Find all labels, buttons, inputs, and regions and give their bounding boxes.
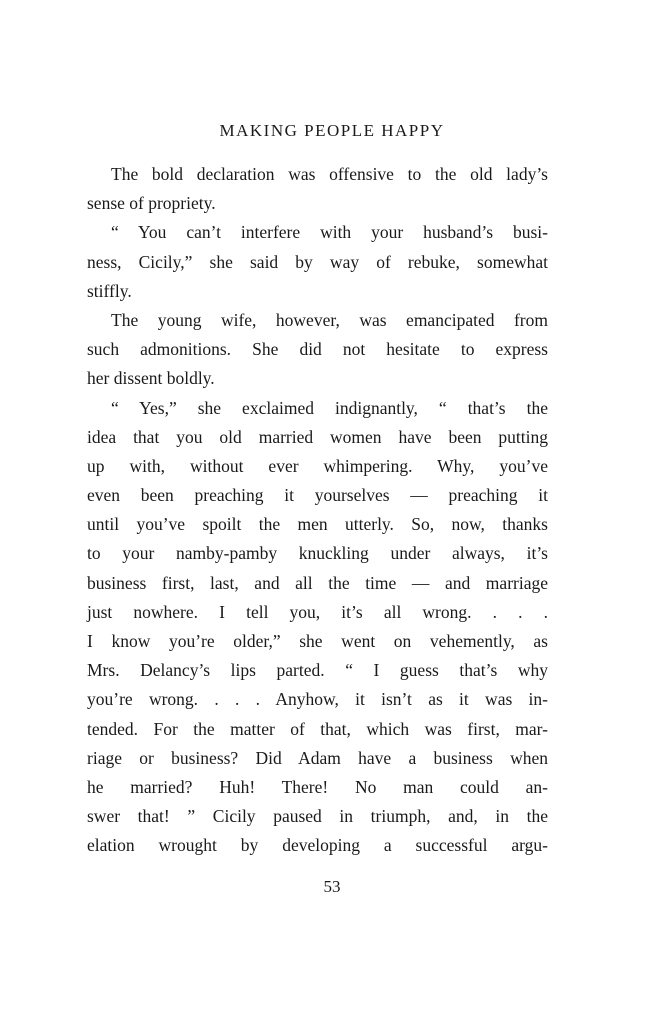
text-line: The young wife, however, was emancipated from [111, 309, 548, 330]
running-head: MAKING PEOPLE HAPPY [219, 121, 445, 140]
text-line: he married? Huh! There! No man could an- [87, 776, 548, 797]
text-line: until you’ve spoilt the men utterly. So, now, thanks [87, 514, 548, 535]
text-line: idea that you old married women have been putting [87, 426, 548, 447]
text-line: stiffly. [87, 280, 132, 301]
text-line: to your namby-pamby knuckling under always, it’s [87, 543, 548, 564]
page-number: 53 [323, 877, 341, 896]
text-line: business first, last, and all the time — and marriage [87, 572, 548, 593]
text-line: I know you’re older,” she went on vehemently, as [87, 631, 548, 651]
text-line: you’re wrong. . . . Anyhow, it isn’t as it was in- [87, 689, 548, 710]
text-line: tended. For the matter of that, which was first, mar- [87, 718, 548, 739]
text-line: “ You can’t interfere with your husband’s busi- [111, 222, 548, 243]
body-text [87, 160, 548, 861]
text-line: Mrs. Delancy’s lips parted. “ I guess that’s why [87, 660, 548, 681]
text-line: sense of propriety. [87, 193, 216, 214]
text-line: The bold declaration was offensive to the old lady’s [111, 164, 548, 184]
text-line: swer that! ” Cicily paused in triumph, and, in the [87, 806, 548, 827]
text-line: elation wrought by developing a successful argu- [87, 835, 548, 856]
text-line: even been preaching it yourselves — preaching it [87, 485, 548, 506]
text-line: just nowhere. I tell you, it’s all wrong. . . . [87, 601, 548, 622]
text-line: such admonitions. She did not hesitate to express [87, 339, 548, 360]
text-line: up with, without ever whimpering. Why, you’ve [87, 455, 548, 476]
text-line: ness, Cicily,” she said by way of rebuke, somewhat [87, 251, 548, 272]
text-line: “ Yes,” she exclaimed indignantly, “ that’s the [111, 397, 548, 418]
text-line: riage or business? Did Adam have a business when [87, 747, 548, 768]
text-line: her dissent boldly. [87, 368, 215, 389]
